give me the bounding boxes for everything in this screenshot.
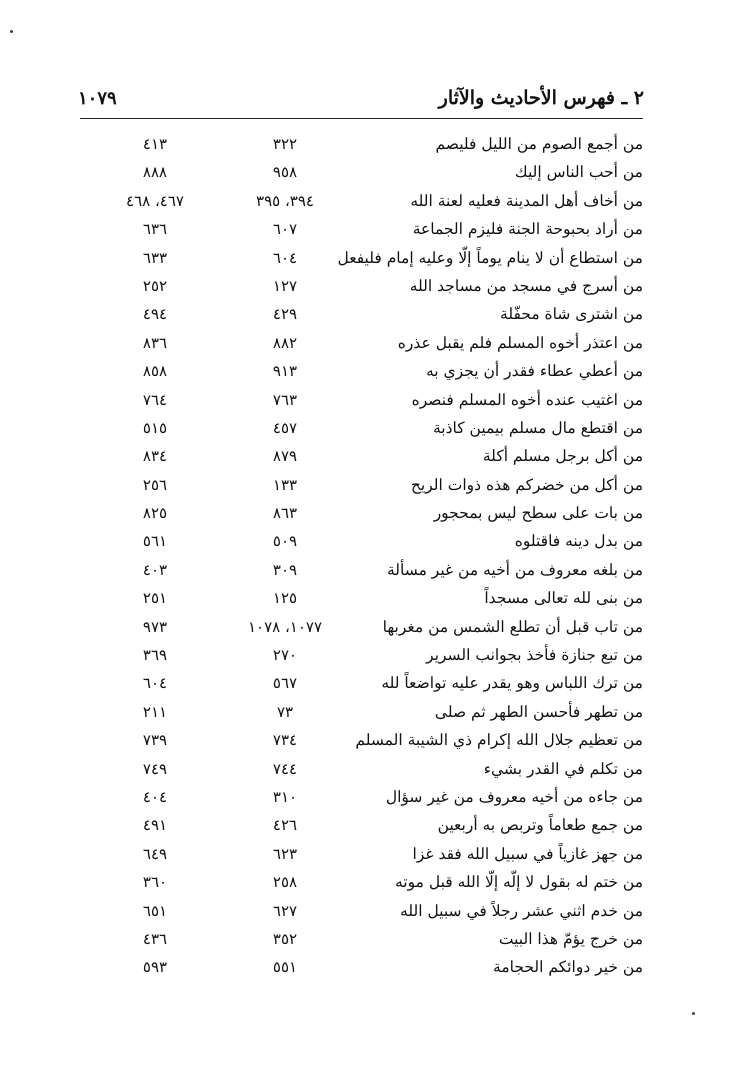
index-entry [80, 755, 643, 783]
index-entry [80, 783, 643, 811]
hadith-text: من ختم له بقول لا إلّه إلّا الله قبل موته [394, 873, 643, 892]
hadith-text: من اشترى شاة محفّلة [500, 305, 643, 324]
index-entry [80, 215, 643, 243]
hadith-text: من أكل برجل مسلم أكلة [482, 447, 643, 466]
index-entry [80, 329, 643, 357]
hadith-text: من أخاف أهل المدينة فعليه لعنة الله [410, 191, 643, 210]
reference-number-second: ٦٥١ [142, 901, 168, 920]
reference-number-second: ٣٦٠ [142, 873, 168, 892]
index-entry [80, 726, 643, 754]
index-entry [80, 840, 643, 868]
index-entry [80, 925, 643, 953]
reference-number-first: ٨٧٩ [272, 447, 298, 466]
hadith-text: من جمع طعاماً وتربص به أربعين [437, 816, 643, 835]
reference-number-first: ١٠٧٧، ١٠٧٨ [247, 617, 323, 636]
scan-speck [10, 30, 13, 33]
index-entry [80, 442, 643, 470]
reference-number-second: ٥٩٣ [142, 958, 168, 977]
reference-number-second: ٤٠٤ [142, 787, 168, 806]
hadith-text: من خير دوائكم الحجامة [493, 958, 643, 977]
hadith-text: من ترك اللباس وهو يقدر عليه تواضعاً لله [381, 674, 643, 693]
scan-speck [692, 1012, 695, 1015]
reference-number-first: ٥٦٧ [272, 674, 298, 693]
reference-number-first: ٧٣٤ [272, 731, 298, 750]
index-entry [80, 897, 643, 925]
hadith-text: من أعطي عطاء فقدر أن يجزي به [425, 362, 643, 381]
reference-number-second: ٤٦٧، ٤٦٨ [126, 191, 184, 210]
hadith-text: من بنى لله تعالى مسجداً [484, 589, 643, 608]
reference-number-second: ٨٢٥ [142, 504, 168, 523]
reference-number-first: ٧٤٤ [272, 759, 298, 778]
hadith-text: من اعتذر أخوه المسلم فلم يقبل عذره [397, 333, 643, 352]
reference-number-second: ٨٣٦ [142, 333, 168, 352]
reference-number-first: ٦٢٣ [272, 844, 298, 863]
page-number: ١٠٧٩ [78, 87, 117, 109]
index-entry [80, 187, 643, 215]
index-entry [80, 272, 643, 300]
index-entry [80, 613, 643, 641]
reference-number-first: ٦٠٤ [272, 248, 298, 267]
reference-number-second: ٧٣٩ [142, 731, 168, 750]
hadith-text: من أحب الناس إليك [514, 163, 643, 182]
index-entry [80, 953, 643, 981]
reference-number-first: ٢٧٠ [272, 646, 298, 665]
hadith-text: من تعظيم جلال الله إكرام ذي الشيبة المسلم [355, 731, 643, 750]
reference-number-first: ٧٦٣ [272, 390, 298, 409]
reference-number-first: ٦٠٧ [272, 220, 298, 239]
reference-number-first: ٣٢٢ [272, 135, 298, 153]
reference-number-second: ٦٣٣ [142, 248, 168, 267]
reference-number-first: ٤٢٩ [272, 305, 298, 324]
hadith-text: من جاءه من أخيه معروف من غير سؤال [385, 787, 643, 806]
hadith-text: من أجمع الصوم من الليل فليصم [435, 135, 643, 153]
reference-number-second: ٣٦٩ [142, 646, 168, 665]
reference-number-second: ٦٤٩ [142, 844, 168, 863]
hadith-text: من جهز غازياً في سبيل الله فقد غزا [412, 844, 643, 863]
reference-number-second: ٤٠٣ [142, 560, 168, 579]
index-list [80, 130, 643, 982]
reference-number-second: ٨٣٤ [142, 447, 168, 466]
reference-number-second: ٥١٥ [142, 418, 168, 437]
reference-number-second: ٦٣٦ [142, 220, 168, 239]
index-entry [80, 158, 643, 186]
reference-number-second: ٨٥٨ [142, 362, 168, 381]
reference-number-first: ٣٥٢ [272, 929, 298, 948]
reference-number-first: ٩١٣ [272, 362, 298, 381]
reference-number-second: ٢١١ [142, 702, 168, 721]
reference-number-first: ٢٥٨ [272, 873, 298, 892]
reference-number-second: ٨٨٨ [142, 163, 168, 182]
page-header [78, 82, 644, 114]
index-entry [80, 527, 643, 555]
index-entry [80, 868, 643, 896]
hadith-text: من خدم اثني عشر رجلاً في سبيل الله [400, 901, 643, 920]
reference-number-second: ٧٦٤ [142, 390, 168, 409]
hadith-text: من بات على سطح ليس بمحجور [433, 504, 643, 523]
index-entry [80, 471, 643, 499]
hadith-text: من أكل من خضركم هذه ذوات الريح [410, 475, 643, 494]
reference-number-second: ٥٦١ [142, 532, 168, 551]
reference-number-first: ٣٠٩ [272, 560, 298, 579]
index-entry [80, 811, 643, 839]
hadith-text: من أسرج في مسجد من مساجد الله [409, 276, 643, 295]
reference-number-first: ٣١٠ [272, 787, 298, 806]
reference-number-second: ٢٥١ [142, 589, 168, 608]
index-entry [80, 669, 643, 697]
index-entry [80, 499, 643, 527]
index-entry [80, 244, 643, 272]
hadith-text: من بدل دينه فاقتلوه [514, 532, 643, 551]
hadith-text: من استطاع أن لا ينام يوماً إلّا وعليه إمام فليفعل [337, 248, 643, 267]
index-entry [80, 357, 643, 385]
reference-number-first: ٨٦٣ [272, 504, 298, 523]
header-rule [80, 118, 643, 119]
reference-number-first: ٩٥٨ [272, 163, 298, 182]
reference-number-first: ١٣٣ [272, 475, 298, 494]
hadith-text: من اقتطع مال مسلم بيمين كاذبة [432, 418, 643, 437]
hadith-text: من بلغه معروف من أخيه من غير مسألة [386, 560, 643, 579]
reference-number-second: ٢٥٦ [142, 475, 168, 494]
index-entry [80, 556, 643, 584]
reference-number-first: ٨٨٢ [272, 333, 298, 352]
hadith-text: من تبع جنازة فأخذ بجوانب السرير [426, 646, 643, 665]
reference-number-second: ٩٧٣ [142, 617, 168, 636]
running-title: ٢ ـ فهرس الأحاديث والآثار [438, 87, 644, 109]
hadith-text: من تاب قبل أن تطلع الشمس من مغربها [382, 617, 643, 636]
reference-number-first: ٥٠٩ [272, 532, 298, 551]
reference-number-first: ٤٢٦ [272, 816, 298, 835]
reference-number-first: ٣٩٤، ٣٩٥ [256, 191, 314, 210]
reference-number-second: ٤٣٦ [142, 929, 168, 948]
reference-number-first: ٥٥١ [272, 958, 298, 977]
reference-number-first: ٦٢٧ [272, 901, 298, 920]
index-entry [80, 130, 643, 158]
reference-number-first: ٧٣ [276, 702, 294, 721]
index-entry [80, 386, 643, 414]
hadith-text: من اغتيب عنده أخوه المسلم فنصره [411, 390, 643, 409]
reference-number-first: ٤٥٧ [272, 418, 298, 437]
reference-number-first: ١٢٧ [272, 276, 298, 295]
reference-number-second: ٦٠٤ [142, 674, 168, 693]
index-entry [80, 584, 643, 612]
reference-number-second: ٢٥٢ [142, 276, 168, 295]
hadith-text: من خرج يؤمّ هذا البيت [498, 929, 643, 948]
reference-number-second: ٤٩٤ [142, 305, 168, 324]
reference-number-second: ٧٤٩ [142, 759, 168, 778]
reference-number-second: ٤٩١ [142, 816, 168, 835]
reference-number-second: ٤١٣ [142, 135, 168, 153]
index-entry [80, 641, 643, 669]
hadith-text: من تكلم في القدر بشيء [483, 759, 643, 778]
hadith-text: من أراد بحبوحة الجنة فليزم الجماعة [412, 220, 643, 239]
reference-number-first: ١٢٥ [272, 589, 298, 608]
index-entry [80, 698, 643, 726]
index-entry [80, 300, 643, 328]
hadith-text: من تطهر فأحسن الطهر ثم صلى [434, 702, 643, 721]
index-entry [80, 414, 643, 442]
